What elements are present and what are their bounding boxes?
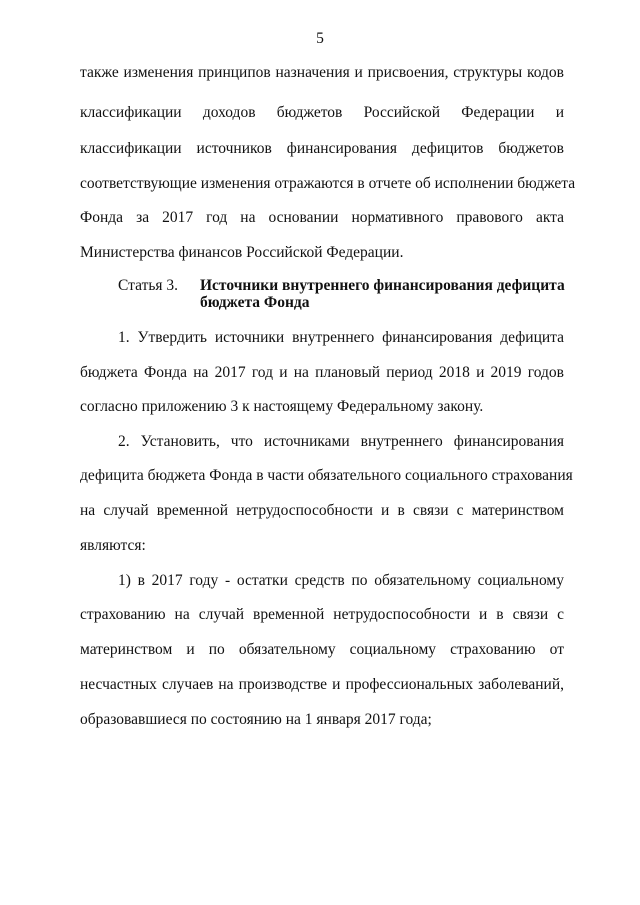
paragraph-line: соответствующие изменения отражаются в отчете об исполнении бюджета [80, 175, 576, 192]
paragraph-line: классификации доходов бюджетов Российской Федерации и [80, 104, 564, 121]
item2-line: являются: [80, 537, 146, 554]
subitem1-line: материнством и по обязательному социальному страхованию от [80, 641, 564, 658]
paragraph-line: классификации источников финансирования дефицитов бюджетов [80, 140, 564, 157]
subitem1-line: страхованию на случай временной нетрудоспособности и в связи с [80, 606, 564, 623]
item2-line: на случай временной нетрудоспособности и в связи с материнством [80, 502, 564, 519]
subitem1-line: 1) в 2017 году - остатки средств по обязательному социальному [118, 572, 564, 589]
paragraph-line: также изменения принципов назначения и присвоения, структуры кодов [80, 64, 564, 81]
item2-line: дефицита бюджета Фонда в части обязательного социального страхования [80, 467, 573, 484]
subitem1-line: несчастных случаев на производстве и профессиональных заболеваний, [80, 676, 564, 693]
item1-line: 1. Утвердить источники внутреннего финансирования дефицита [118, 329, 564, 346]
paragraph-line: Министерства финансов Российской Федерации. [80, 244, 404, 261]
paragraph-line: Фонда за 2017 год на основании нормативного правового акта [80, 209, 564, 226]
subitem1-line: образовавшиеся по состоянию на 1 января 2017 года; [80, 711, 432, 728]
article-title-line: бюджета Фонда [200, 294, 310, 311]
item1-line: бюджета Фонда на 2017 год и на плановый период 2018 и 2019 годов [80, 364, 564, 381]
article-title-line: Источники внутреннего финансирования дефицита [200, 277, 565, 294]
item1-line: согласно приложению 3 к настоящему Федеральному закону. [80, 398, 484, 415]
article-label: Статья 3. [118, 277, 179, 294]
item2-line: 2. Установить, что источниками внутреннего финансирования [118, 433, 564, 450]
page-number: 5 [316, 30, 324, 47]
